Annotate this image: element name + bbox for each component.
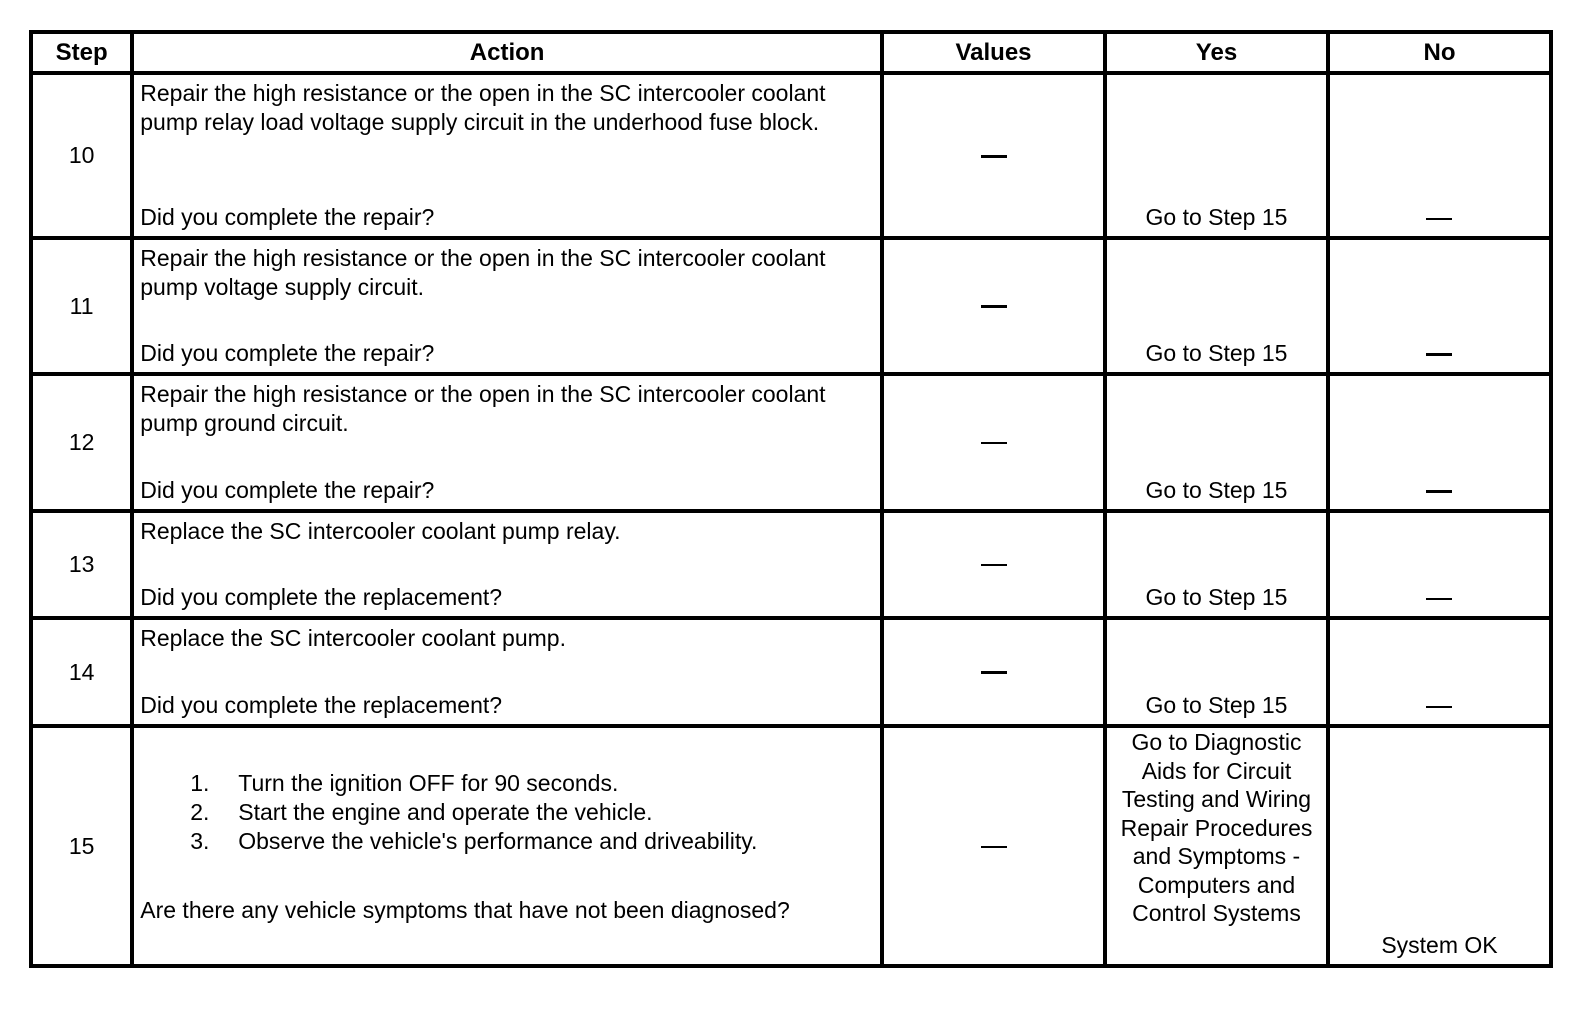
substep-text: Observe the vehicle's performance and driveability. (238, 828, 758, 854)
action-cell (132, 374, 882, 511)
no-dash (1426, 218, 1452, 220)
action-question: Did you complete the repair? (140, 204, 435, 230)
no-cell (1328, 374, 1551, 511)
step-number: 11 (31, 238, 132, 374)
values-dash (981, 846, 1007, 848)
yes-text: Go to Step 15 (1145, 477, 1288, 503)
action-text: Repair the high resistance or the open in the SC intercooler coolant pump voltage supply circuit. (140, 245, 826, 300)
no-cell (1328, 618, 1551, 726)
yes-text: Go to Step 15 (1145, 340, 1288, 366)
no-value (1330, 691, 1549, 720)
action-question: Did you complete the replacement? (140, 692, 503, 718)
substep-text: Start the engine and operate the vehicle. (238, 799, 653, 825)
no-cell (1328, 73, 1551, 238)
header-step: Step (31, 32, 132, 73)
values-cell (882, 726, 1105, 966)
yes-text: Go to Diagnostic Aids for Circuit Testing and Wiring Repair Procedures and Symptoms - Computers and Control Systems (1120, 729, 1313, 926)
action-text: Repair the high resistance or the open in the SC intercooler coolant pump relay load voltage supply circuit in the underhood fuse block. (140, 80, 826, 135)
action-question: Are there any vehicle symptoms that have not been diagnosed? (140, 897, 790, 923)
substep-text: Turn the ignition OFF for 90 seconds. (238, 770, 619, 796)
yes-text: Go to Step 15 (1145, 204, 1288, 230)
yes-cell (1105, 73, 1328, 238)
values-cell (882, 73, 1105, 238)
no-value (1330, 583, 1549, 612)
action-question: Did you complete the repair? (140, 340, 435, 366)
step-number: 13 (31, 511, 132, 618)
step-number: 14 (31, 618, 132, 726)
header-action: Action (132, 32, 882, 73)
yes-cell (1105, 726, 1328, 966)
no-cell (1328, 511, 1551, 618)
values-dash (981, 155, 1007, 158)
no-cell (1328, 726, 1551, 966)
step-number: 10 (31, 73, 132, 238)
no-text: System OK (1381, 932, 1498, 958)
values-dash (981, 671, 1007, 674)
action-cell (132, 726, 882, 966)
header-no: No (1328, 32, 1551, 73)
values-dash (981, 564, 1007, 566)
no-value (1330, 203, 1549, 232)
no-value (1330, 476, 1549, 505)
yes-text: Go to Step 15 (1145, 584, 1288, 610)
yes-cell (1105, 238, 1328, 374)
substep-number: 1. (190, 770, 210, 796)
header-values: Values (882, 32, 1105, 73)
action-cell (132, 618, 882, 726)
diagnostic-table (29, 30, 1553, 968)
action-question: Did you complete the replacement? (140, 584, 503, 610)
table-row (31, 618, 1551, 726)
action-cell (132, 73, 882, 238)
yes-cell (1105, 511, 1328, 618)
no-cell (1328, 238, 1551, 374)
list-item (140, 798, 874, 827)
header-row (31, 32, 1551, 73)
table-row (31, 73, 1551, 238)
no-dash (1426, 598, 1452, 600)
values-cell (882, 511, 1105, 618)
values-cell (882, 238, 1105, 374)
step-number: 12 (31, 374, 132, 511)
action-text: Replace the SC intercooler coolant pump. (140, 625, 566, 651)
substep-list (140, 769, 874, 856)
list-item (140, 827, 874, 856)
values-dash (981, 305, 1007, 308)
substeps (140, 769, 874, 856)
list-item (140, 769, 874, 798)
table-row (31, 726, 1551, 966)
yes-text: Go to Step 15 (1145, 692, 1288, 718)
action-cell (132, 238, 882, 374)
values-cell (882, 618, 1105, 726)
values-dash (981, 442, 1007, 444)
no-dash (1426, 706, 1452, 708)
table-row (31, 238, 1551, 374)
table-row (31, 511, 1551, 618)
yes-cell (1105, 374, 1328, 511)
substep-number: 2. (190, 799, 210, 825)
action-question: Did you complete the repair? (140, 477, 435, 503)
action-text: Replace the SC intercooler coolant pump relay. (140, 518, 621, 544)
no-dash (1426, 490, 1452, 493)
step-number: 15 (31, 726, 132, 966)
yes-cell (1105, 618, 1328, 726)
no-value (1330, 339, 1549, 368)
no-dash (1426, 353, 1452, 356)
action-cell (132, 511, 882, 618)
header-yes: Yes (1105, 32, 1328, 73)
values-cell (882, 374, 1105, 511)
table-row (31, 374, 1551, 511)
action-text: Repair the high resistance or the open in the SC intercooler coolant pump ground circuit. (140, 381, 826, 436)
substep-number: 3. (190, 828, 210, 854)
